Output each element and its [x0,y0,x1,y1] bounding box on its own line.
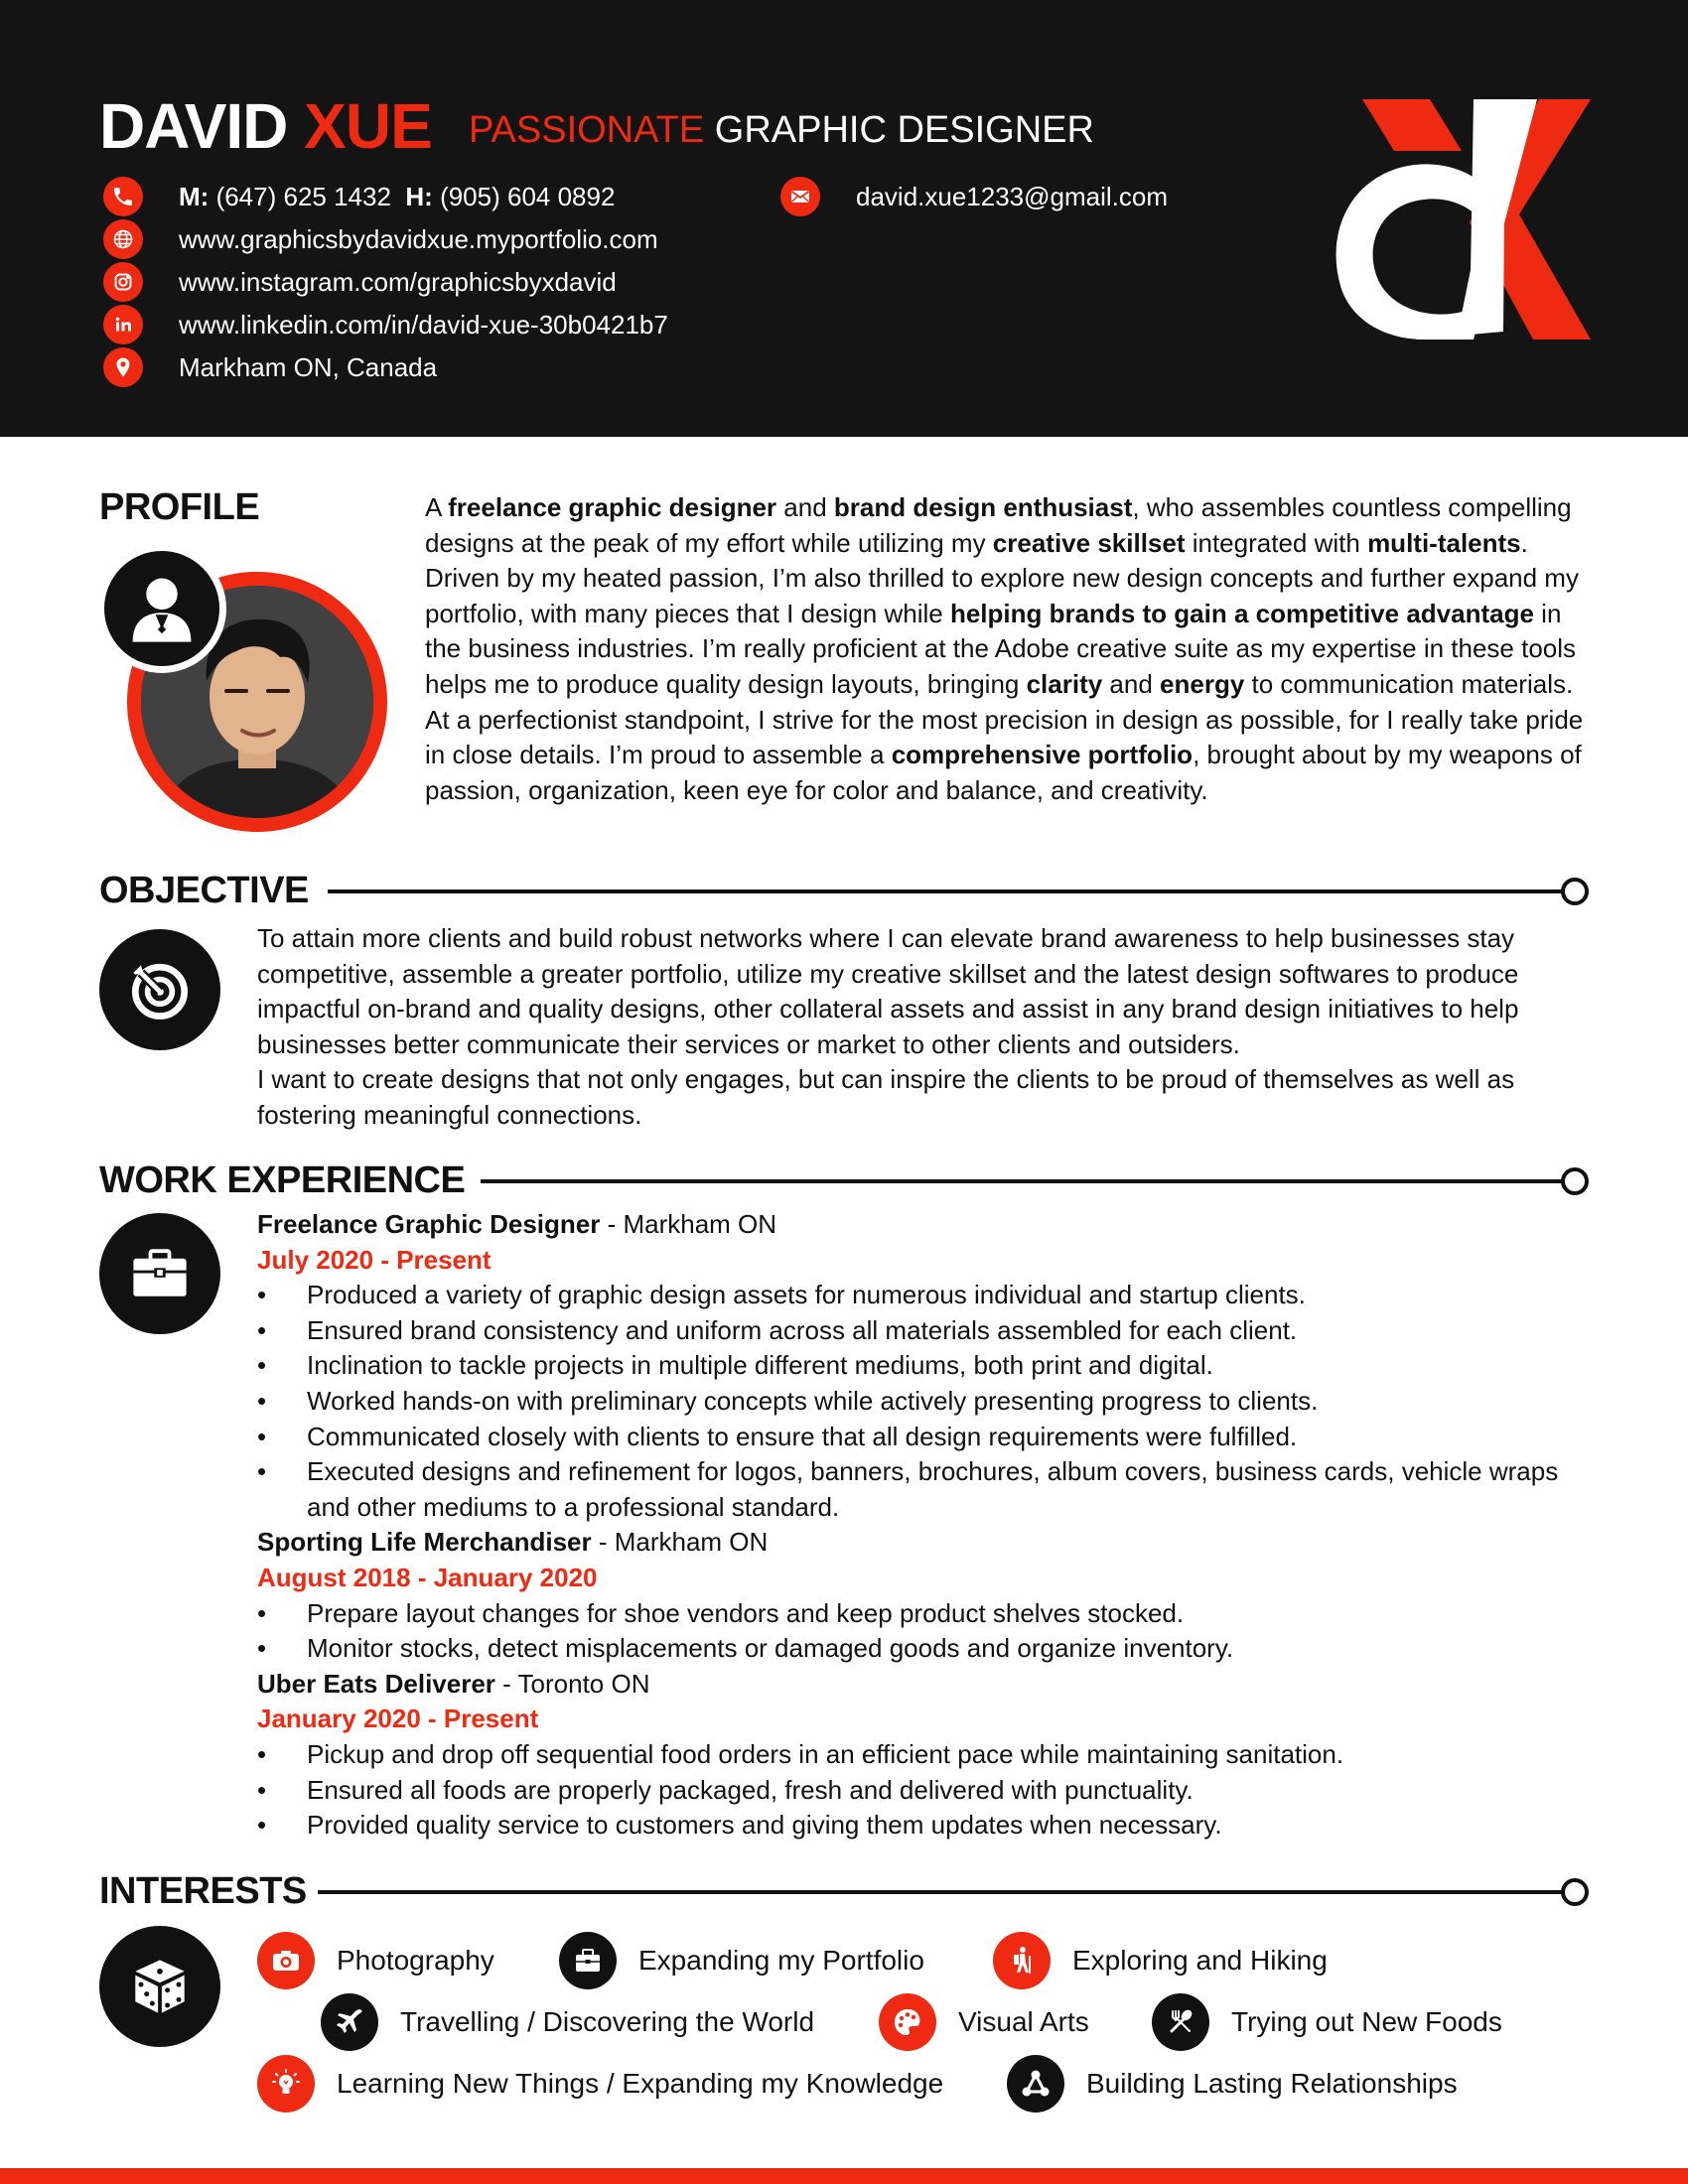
instagram-row [103,262,617,302]
camera-icon [257,1932,315,1989]
location-text: Markham ON, Canada [179,351,438,382]
list-item: • Pickup and drop off sequential food orders in an efficient pace while maintaining sanitation. [257,1737,1588,1773]
list-item: • Communicated closely with clients to ensure that all design requirements were fulfilled. [257,1420,1588,1455]
job-role: Uber Eats Deliverer [257,1668,495,1699]
job-freelance [257,1207,1588,1525]
full-name [99,89,432,163]
profile-span: in the business industries. I’m really proficient at the Adobe creative suite as my expertise in these tools helps me to produce quality design layouts, bringing [425,598,1577,699]
objective-divider [328,889,1569,893]
profile-span: to communication materials. At a perfectionist standpoint, I strive for the most precision in design as possible, for I really take pride in close details. I’m proud to assemble a [425,668,1584,770]
profile-bold: brand design enthusiast [833,492,1133,522]
tagline-rest: GRAPHIC DESIGNER [714,109,1094,151]
hiker-icon [993,1932,1051,1989]
list-item: • Ensured all foods are properly packaged, fresh and delivered with punctuality. [257,1773,1588,1809]
network-icon [1007,2055,1064,2113]
job-sporting-life [257,1525,1588,1666]
list-item: • Worked hands-on with preliminary concepts while actively presenting progress to clients. [257,1384,1588,1420]
target-icon [99,929,220,1050]
job-title-line [257,1525,1588,1561]
profile-bold: comprehensive portfolio [891,740,1194,770]
email-icon [780,177,820,216]
work-list [257,1207,1588,1843]
website-row [103,219,658,259]
interest-label: Photography [337,1945,494,1976]
job-uber-eats [257,1667,1588,1843]
profile-span: , brought about by my weapons of passion, organization, keen eye for color and balance, and creativity. [425,740,1582,805]
profile-bold: creative skillset [992,527,1186,558]
email-link[interactable]: david.xue1233@gmail.com [856,181,1169,211]
profile-span: integrated with [1185,527,1368,558]
interests-divider [318,1890,1569,1894]
job-role: Sporting Life Merchandiser [257,1527,592,1558]
job-role: Freelance Graphic Designer [257,1209,601,1239]
profile-text [425,490,1597,808]
objective-divider-end [1561,878,1589,905]
list-item: • Executed designs and refinement for logos, banners, brochures, album covers, business cards, vehicle wraps and other mediums to a professional standard. [257,1454,1588,1525]
linkedin-row [103,305,668,344]
first-name: DAVID [99,90,288,162]
interest-visual-arts [879,1993,1089,2051]
profile-span: and [1102,668,1161,699]
profile-bold: multi-talents [1367,527,1521,558]
profile-bold: helping brands to gain a competitive advantage [949,598,1534,628]
tagline-accent: PASSIONATE [469,109,705,151]
objective-text [257,921,1593,1134]
profile-bold: clarity [1026,668,1103,699]
briefcase-icon [559,1932,617,1989]
phone-numbers [179,182,615,212]
job-title-line [257,1667,1588,1703]
instagram-link[interactable]: www.instagram.com/graphicsbyxdavid [179,266,617,297]
interest-relationships [1007,2055,1458,2113]
interest-travelling [321,1993,814,2051]
profile-bold: energy [1160,668,1245,699]
interest-label: Learning New Things / Expanding my Knowledge [337,2068,944,2099]
phone-row [103,177,615,216]
home-label: H: [405,181,433,211]
list-item: • Monitor stocks, detect misplacements or damaged goods and organize inventory. [257,1631,1588,1667]
tagline [469,109,1094,152]
interest-label: Building Lasting Relationships [1086,2068,1458,2099]
profile-span: A [425,492,449,522]
job-bullets [257,1737,1588,1843]
interest-learning [257,2055,943,2113]
location-pin-icon [103,347,143,387]
interest-photography [257,1932,494,1989]
mobile-number[interactable]: (647) 625 1432 [215,181,391,211]
work-heading: WORK EXPERIENCE [99,1160,466,1201]
interest-hiking [993,1932,1328,1989]
mobile-label: M: [179,181,210,211]
list-item: • Inclination to tackle projects in multiple different mediums, both print and digital. [257,1348,1588,1384]
profile-span: and [776,492,834,522]
globe-icon [103,219,143,259]
linkedin-link[interactable]: www.linkedin.com/in/david-xue-30b0421b7 [179,309,668,340]
job-location: - Markham ON [591,1527,769,1558]
interest-label: Expanding my Portfolio [638,1945,924,1976]
work-divider-end [1561,1167,1589,1195]
objective-heading: OBJECTIVE [99,870,309,911]
interest-label: Trying out New Foods [1231,2006,1502,2037]
job-dates: August 2018 - January 2020 [257,1562,598,1592]
lightbulb-icon [257,2055,315,2113]
objective-paragraph: To attain more clients and build robust networks where I can elevate brand awareness to help businesses stay competitive, assemble a greater portfolio, utilize my creative skillset and the latest design softwares to produce impactful on-brand and quality designs, other collateral assets and assist in any brand design initiatives to help businesses better communicate their services or market to other clients and outsiders. [257,923,1519,1059]
job-title-line [257,1207,1588,1243]
list-item: • Ensured brand consistency and uniform across all materials assembled for each client. [257,1313,1588,1349]
interests-divider-end [1561,1878,1589,1906]
job-bullets [257,1596,1588,1667]
home-number[interactable]: (905) 604 0892 [440,181,616,211]
location-row [103,347,437,387]
profile-bold: freelance graphic designer [448,492,777,522]
phone-icon [103,177,143,216]
interest-label: Exploring and Hiking [1072,1945,1328,1976]
interest-label: Visual Arts [958,2006,1089,2037]
list-item: • Prepare layout changes for shoe vendors and keep product shelves stocked. [257,1596,1588,1632]
job-location: - Toronto ON [494,1668,650,1699]
dice-icon [99,1926,220,2047]
footer-accent-bar [0,2168,1688,2184]
job-dates: July 2020 - Present [257,1244,492,1275]
profile-span: , who assembles countless compelling designs at the peak of my effort while utilizing my [425,492,1572,558]
linkedin-icon [103,305,143,344]
person-icon [97,544,226,673]
briefcase-icon [99,1213,220,1334]
objective-paragraph-2: I want to create designs that not only engages, but can inspire the clients to be proud of themselves as well as fostering meaningful connections. [257,1064,1515,1130]
profile-span: . Driven by my heated passion, I’m also thrilled to explore new design concepts and further expand my portfolio, with many pieces that I design while [425,527,1579,628]
portfolio-link[interactable]: www.graphicsbydavidxue.myportfolio.com [179,223,658,254]
fork-icon [1152,1993,1209,2051]
list-item: • Provided quality service to customers and giving them updates when necessary. [257,1808,1588,1843]
palette-icon [879,1993,936,2051]
interest-new-foods [1152,1993,1502,2051]
work-divider [481,1179,1569,1183]
header-banner [0,0,1688,437]
job-bullets [257,1278,1588,1525]
last-name: XUE [304,90,432,162]
profile-heading: PROFILE [99,486,260,528]
interests-heading: INTERESTS [99,1870,307,1912]
list-item: • Produced a variety of graphic design assets for numerous individual and startup clients. [257,1278,1588,1313]
job-location: - Markham ON [600,1209,777,1239]
interest-portfolio [559,1932,924,1989]
airplane-icon [321,1993,378,2051]
instagram-icon [103,262,143,302]
job-dates: January 2020 - Present [257,1704,539,1734]
dx-logo [1321,97,1591,347]
interest-label: Travelling / Discovering the World [400,2006,815,2037]
email-row [780,177,1168,216]
